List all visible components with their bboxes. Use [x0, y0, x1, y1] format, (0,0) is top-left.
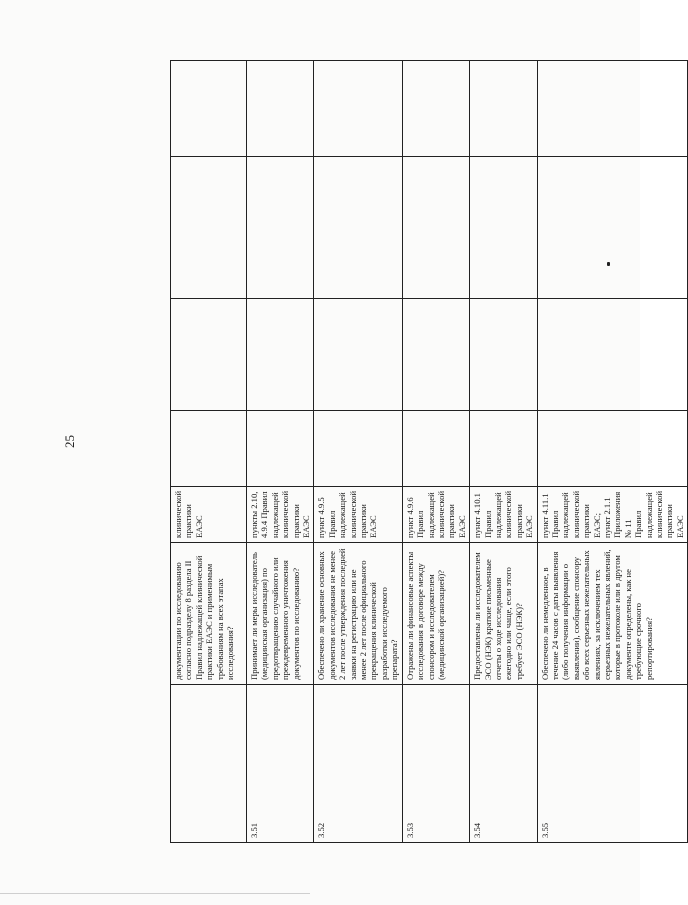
- empty-cell: [247, 299, 314, 411]
- reference-cell: клинической практики ЕАЭС: [171, 487, 247, 543]
- empty-cell: [247, 61, 314, 157]
- empty-cell: [402, 411, 469, 487]
- empty-cell: [171, 411, 247, 487]
- table-row: [537, 61, 688, 843]
- reference-cell: пункт 4.10.1 Правил надлежащей клинической практики ЕАЭС: [470, 487, 537, 543]
- empty-cell: [402, 157, 469, 299]
- empty-cell: [171, 61, 247, 157]
- scan-speck: [607, 262, 610, 266]
- question-cell: Предоставлены ли исследователем ЭСО (НЭК) краткие письменные отчеты о ходе исследования ежегодно или чаще, если этого требует ЭСО (НЭК)?: [470, 543, 537, 685]
- question-cell: Отражены ли финансовые аспекты исследования в договоре между спонсором и исследователем (медицинской организацией)?: [402, 543, 469, 685]
- page-number: 25: [62, 435, 77, 448]
- row-number: 3.55: [537, 685, 688, 843]
- reference-cell: пункты 2.10, 4.9.4 Правил надлежащей клинической практики ЕАЭС: [247, 487, 314, 543]
- question-cell: Обеспечено ли немедленное, в течение 24 часов с даты выявления (либо получения информации о выявлении), сообщение спонсору обо всех серьезных нежелательных явлениях, за исключением тех серьезных нежелательных явлений, которые в протоколе или в другом документе определены, как не требующие срочного репортирования?: [537, 543, 688, 685]
- reference-cell: пункт 4.9.5 Правил надлежащей клинической практики ЕАЭС: [314, 487, 402, 543]
- empty-cell: [537, 299, 688, 411]
- table-row: [247, 61, 314, 843]
- checklist-table: [170, 60, 688, 843]
- rotated-table-wrapper: [170, 61, 685, 843]
- row-number: 3.54: [470, 685, 537, 843]
- empty-cell: [247, 157, 314, 299]
- empty-cell: [402, 299, 469, 411]
- reference-cell: пункт 4.11.1 Правил надлежащей клинической практики ЕАЭС; пункт 2.1.1 Приложения № 11 Правил надлежащей клинической практики ЕАЭС: [537, 487, 688, 543]
- empty-cell: [470, 157, 537, 299]
- question-cell: документации по исследованию согласно подразделу 8 раздела II Правил надлежащей клинической практики ЕАЭС и применимым требованиям на всех этапах исследования?: [171, 543, 247, 685]
- row-number: 3.53: [402, 685, 469, 843]
- row-number: 3.51: [247, 685, 314, 843]
- table-row: [402, 61, 469, 843]
- scan-edge-line: [0, 893, 310, 894]
- empty-cell: [537, 61, 688, 157]
- question-cell: Обеспечено ли хранение основных документов исследования не менее 2 лет после утверждения последней заявки на регистрацию или не менее 2 лет после официального прекращения клинической разработки исследуемого препарата?: [314, 543, 402, 685]
- empty-cell: [314, 299, 402, 411]
- empty-cell: [470, 299, 537, 411]
- reference-cell: пункт 4.9.6 Правил надлежащей клинической практики ЕАЭС: [402, 487, 469, 543]
- row-number: [171, 685, 247, 843]
- empty-cell: [171, 157, 247, 299]
- empty-cell: [470, 61, 537, 157]
- table-row: [470, 61, 537, 843]
- empty-cell: [171, 299, 247, 411]
- empty-cell: [247, 411, 314, 487]
- row-number: 3.52: [314, 685, 402, 843]
- question-cell: Принимает ли меры исследователь (медицинская организация) по предотвращению случайного или преждевременного уничтожения документов по исследованию?: [247, 543, 314, 685]
- empty-cell: [314, 61, 402, 157]
- table-row: [171, 61, 247, 843]
- empty-cell: [314, 157, 402, 299]
- table-row: [314, 61, 402, 843]
- empty-cell: [402, 61, 469, 157]
- empty-cell: [537, 157, 688, 299]
- empty-cell: [537, 411, 688, 487]
- empty-cell: [314, 411, 402, 487]
- empty-cell: [470, 411, 537, 487]
